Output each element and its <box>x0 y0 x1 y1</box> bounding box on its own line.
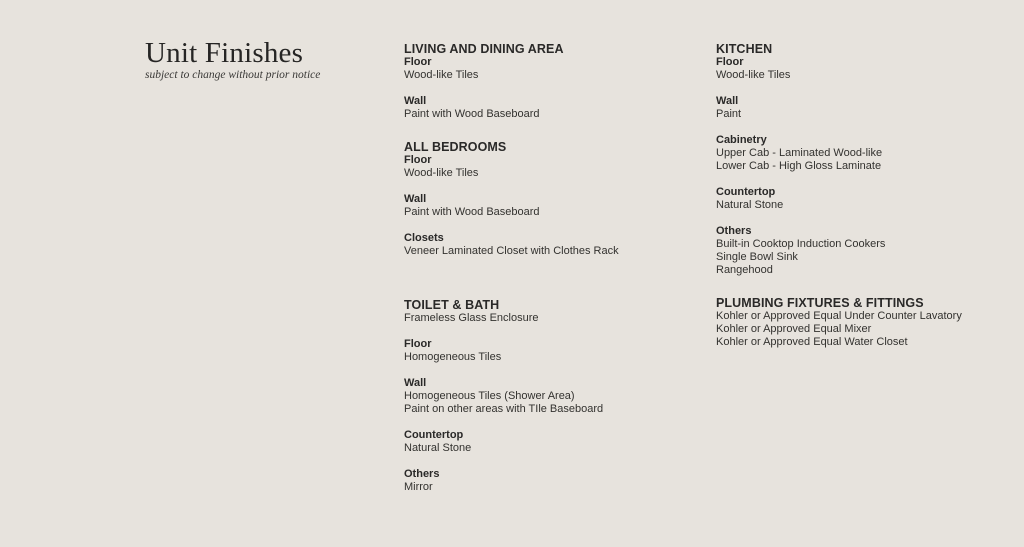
kitchen-others-group <box>716 225 1016 277</box>
bedrooms-closets-label: Closets <box>404 232 444 244</box>
kitchen-wall-group <box>716 95 1016 121</box>
kitchen-others-value-1: Built-in Cooktop Induction Cookers <box>716 238 886 250</box>
living-wall-group <box>404 95 704 121</box>
toilet-others-label: Others <box>404 468 440 480</box>
kitchen-wall-value: Paint <box>716 108 742 120</box>
kitchen-cabinetry-label: Cabinetry <box>716 134 767 146</box>
bedrooms-floor-label: Floor <box>404 154 432 166</box>
plumbing-lines-group <box>716 310 1016 349</box>
section-title-plumbing: PLUMBING FIXTURES & FITTINGS <box>716 296 924 310</box>
bedrooms-wall-group <box>404 193 704 219</box>
section-title-toilet-bath: TOILET & BATH <box>404 298 500 312</box>
living-floor-value: Wood-like Tiles <box>404 69 479 81</box>
bedrooms-closets-group <box>404 232 704 258</box>
living-floor-label: Floor <box>404 56 432 68</box>
section-bedrooms <box>404 141 704 258</box>
toilet-intro-group <box>404 312 704 325</box>
section-toilet-bath <box>404 299 704 494</box>
plumbing-line-1: Kohler or Approved Equal Under Counter Lavatory <box>716 310 962 322</box>
kitchen-countertop-label: Countertop <box>716 186 776 198</box>
bedrooms-wall-value: Paint with Wood Baseboard <box>404 206 540 218</box>
living-floor-group <box>404 56 704 82</box>
toilet-others-value: Mirror <box>404 481 433 493</box>
toilet-countertop-label: Countertop <box>404 429 464 441</box>
bedrooms-closets-value: Veneer Laminated Closet with Clothes Rack <box>404 245 619 257</box>
title-block <box>145 38 320 82</box>
kitchen-others-value-2: Single Bowl Sink <box>716 251 798 263</box>
kitchen-cabinetry-group <box>716 134 1016 173</box>
bedrooms-floor-group <box>404 154 704 180</box>
living-wall-value: Paint with Wood Baseboard <box>404 108 540 120</box>
kitchen-floor-value: Wood-like Tiles <box>716 69 791 81</box>
right-column <box>716 43 1016 349</box>
middle-column <box>404 43 704 494</box>
section-plumbing <box>716 297 1016 349</box>
living-wall-label: Wall <box>404 95 427 107</box>
section-title-kitchen: KITCHEN <box>716 42 773 56</box>
kitchen-cabinetry-value-2: Lower Cab - High Gloss Laminate <box>716 160 882 172</box>
toilet-floor-group <box>404 338 704 364</box>
section-title-living-dining: LIVING AND DINING AREA <box>404 42 564 56</box>
toilet-wall-value-1: Homogeneous Tiles (Shower Area) <box>404 390 575 402</box>
kitchen-others-value-3: Rangehood <box>716 264 773 276</box>
toilet-floor-label: Floor <box>404 338 432 350</box>
kitchen-cabinetry-value-1: Upper Cab - Laminated Wood-like <box>716 147 883 159</box>
bedrooms-wall-label: Wall <box>404 193 427 205</box>
toilet-countertop-group <box>404 429 704 455</box>
kitchen-countertop-value: Natural Stone <box>716 199 784 211</box>
kitchen-floor-group <box>716 56 1016 82</box>
kitchen-wall-label: Wall <box>716 95 739 107</box>
section-living-dining <box>404 43 704 121</box>
kitchen-floor-label: Floor <box>716 56 744 68</box>
toilet-others-group <box>404 468 704 494</box>
bedrooms-floor-value: Wood-like Tiles <box>404 167 479 179</box>
plumbing-line-3: Kohler or Approved Equal Water Closet <box>716 336 908 348</box>
toilet-countertop-value: Natural Stone <box>404 442 472 454</box>
toilet-wall-label: Wall <box>404 377 427 389</box>
plumbing-line-2: Kohler or Approved Equal Mixer <box>716 323 872 335</box>
page-title: Unit Finishes <box>145 37 304 69</box>
kitchen-others-label: Others <box>716 225 752 237</box>
toilet-intro: Frameless Glass Enclosure <box>404 312 539 324</box>
section-title-bedrooms: ALL BEDROOMS <box>404 140 507 154</box>
toilet-wall-group <box>404 377 704 416</box>
section-kitchen <box>716 43 1016 277</box>
page-subtitle: subject to change without prior notice <box>145 69 321 81</box>
toilet-floor-value: Homogeneous Tiles <box>404 351 502 363</box>
toilet-wall-value-2: Paint on other areas with TIle Baseboard <box>404 403 604 415</box>
kitchen-countertop-group <box>716 186 1016 212</box>
